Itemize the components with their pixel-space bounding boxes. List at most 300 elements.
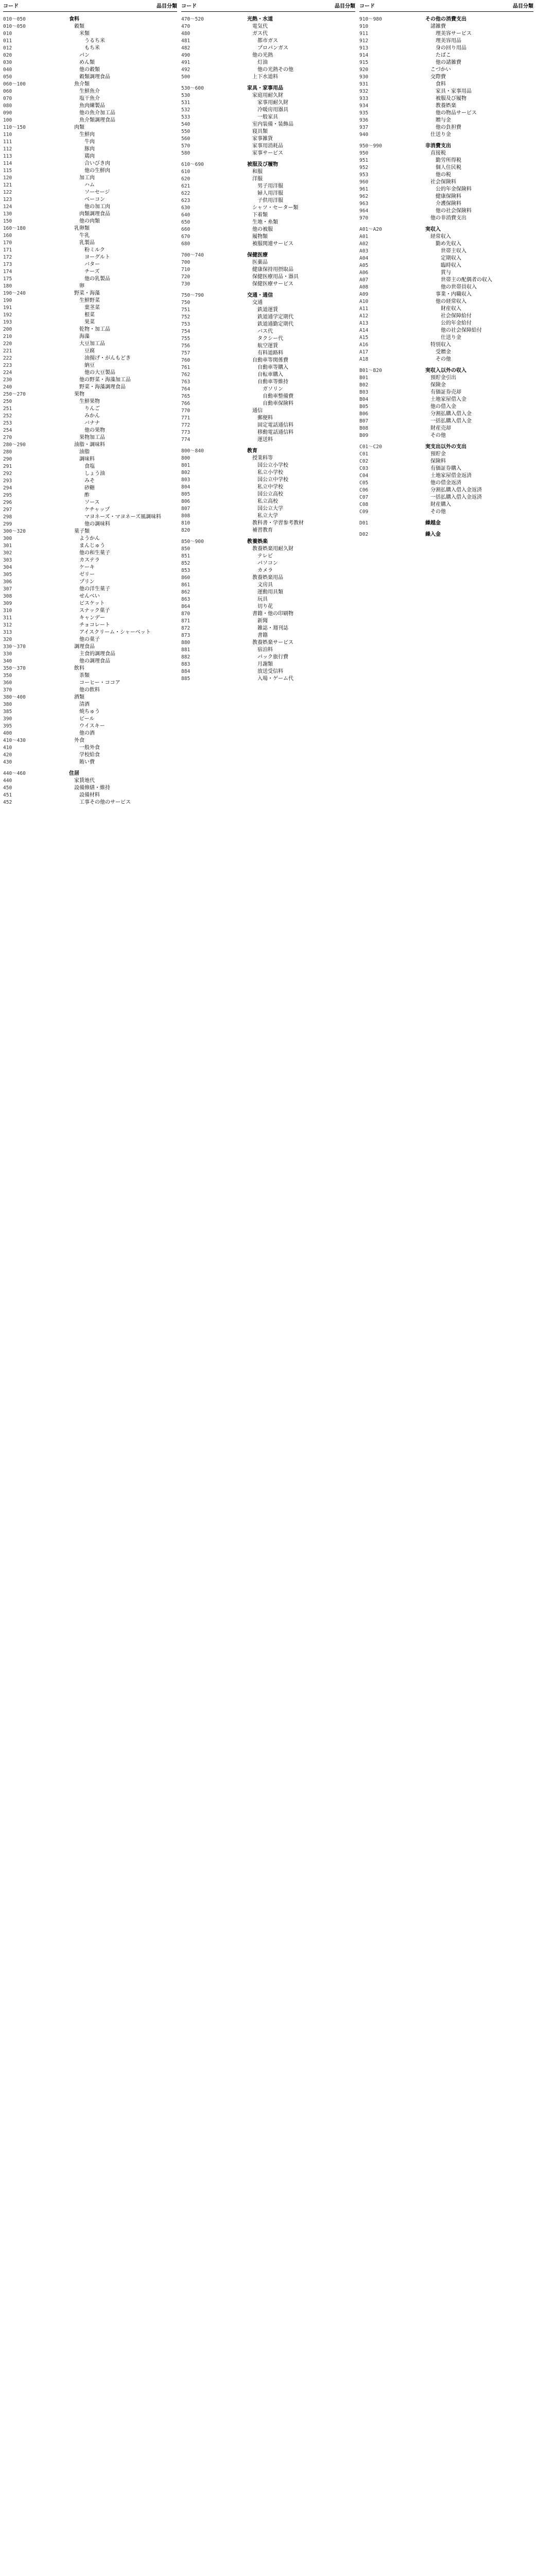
- entry-code: 060: [3, 89, 12, 94]
- entry-code: 804: [181, 484, 190, 490]
- entry-code: 251: [3, 406, 12, 412]
- classification-entry: [359, 342, 533, 349]
- entry-code: A05: [359, 263, 369, 268]
- entry-code: 192: [3, 312, 12, 318]
- entry-name: パソコン: [257, 561, 278, 566]
- entry-name: チョコレート: [79, 622, 110, 628]
- entry-code: 294: [3, 485, 12, 491]
- entry-name: 健康保険料: [436, 194, 461, 199]
- entry-code: 650: [181, 219, 190, 225]
- entry-code: 872: [181, 625, 190, 631]
- classification-entry: [359, 284, 533, 291]
- entry-code: C01: [359, 451, 369, 457]
- classification-entry: [3, 95, 177, 103]
- entry-code: 115: [3, 168, 12, 174]
- entry-code: 112: [3, 146, 12, 152]
- classification-entry: [3, 716, 177, 723]
- entry-name: 野菜・海藻調理食品: [79, 384, 126, 390]
- entry-name: 特別収入: [430, 342, 451, 348]
- entry-name: 有価証券購入: [430, 466, 461, 471]
- entry-name: せんべい: [79, 594, 100, 599]
- classification-entry: [181, 553, 355, 560]
- entry-name: 身の回り用品: [436, 45, 466, 51]
- classification-entry: [181, 589, 355, 596]
- entry-name: 家事用消耗品: [252, 143, 283, 149]
- entry-name: 国公立大学: [257, 506, 283, 512]
- entry-code: 410: [3, 745, 12, 751]
- classification-entry: [3, 586, 177, 593]
- entry-name: ビスケット: [79, 601, 105, 606]
- entry-name: 有価証券売却: [430, 389, 461, 395]
- classification-entry: [181, 596, 355, 603]
- entry-code: 440: [3, 778, 12, 784]
- entry-code: 932: [359, 89, 369, 94]
- entry-list: [3, 16, 177, 806]
- classification-entry: [181, 408, 355, 415]
- classification-entry: [3, 579, 177, 586]
- classification-entry: [3, 312, 177, 319]
- entry-code: 180: [3, 283, 12, 289]
- entry-name: 教養娯楽サービス: [252, 640, 293, 646]
- classification-entry: [181, 66, 355, 74]
- entry-name: 文房具: [257, 582, 273, 588]
- entry-code: 253: [3, 420, 12, 426]
- classification-entry: [359, 233, 533, 241]
- classification-entry: [181, 259, 355, 266]
- entry-code: 250～270: [3, 392, 26, 397]
- entry-code: 050: [3, 74, 12, 80]
- entry-code: 060～100: [3, 81, 26, 87]
- entry-name: 生地・糸類: [252, 219, 278, 225]
- entry-name: 仕送り金: [441, 335, 461, 341]
- entry-code: A03: [359, 248, 369, 254]
- entry-code: 773: [181, 430, 190, 435]
- classification-entry: [181, 45, 355, 52]
- entry-name: 他の飲料: [79, 687, 100, 693]
- entry-code: B08: [359, 426, 369, 431]
- entry-code: 820: [181, 528, 190, 533]
- entry-code: 851: [181, 553, 190, 559]
- classification-entry: [181, 161, 355, 168]
- entry-name: ようかん: [79, 536, 100, 541]
- entry-name: 油揚げ・がんもどき: [84, 355, 131, 361]
- entry-name: 家具・家事用品: [436, 89, 472, 94]
- classification-entry: [3, 405, 177, 413]
- classification-entry: [3, 38, 177, 45]
- entry-name: 医薬品: [252, 260, 268, 265]
- entry-code: 295: [3, 493, 12, 498]
- entry-name: 他の税: [436, 172, 451, 178]
- classification-entry: [181, 233, 355, 241]
- classification-entry: [359, 269, 533, 277]
- entry-name: 合いびき肉: [84, 161, 110, 166]
- entry-name: ベーコン: [84, 197, 105, 202]
- entry-name: 他の借入金: [430, 404, 456, 410]
- entry-code: 870: [181, 611, 190, 617]
- classification-entry: [359, 425, 533, 432]
- entry-name: 食料: [436, 81, 446, 87]
- entry-name: 事業・内職収入: [436, 292, 472, 297]
- classification-entry: [3, 680, 177, 687]
- entry-name: 家事用耐久財: [257, 100, 288, 106]
- classification-entry: [181, 462, 355, 469]
- classification-entry: [359, 74, 533, 81]
- entry-code: 772: [181, 422, 190, 428]
- entry-code: 881: [181, 647, 190, 653]
- classification-entry: [3, 752, 177, 759]
- entry-code: 299: [3, 521, 12, 527]
- entry-name: 和服: [252, 169, 263, 175]
- entry-code: 330～370: [3, 644, 26, 650]
- entry-code: A13: [359, 320, 369, 326]
- classification-entry: [3, 225, 177, 232]
- entry-code: 010: [3, 31, 12, 37]
- entry-code: 750～790: [181, 293, 204, 298]
- entry-code: A09: [359, 292, 369, 297]
- entry-name: 教科書・学習参考教材: [252, 520, 304, 526]
- classification-entry: [3, 456, 177, 463]
- entry-code: 270: [3, 435, 12, 440]
- entry-code: 800: [181, 455, 190, 461]
- entry-code: 113: [3, 154, 12, 159]
- entry-name: パン: [79, 53, 90, 58]
- entry-code: 800～840: [181, 448, 204, 454]
- classification-entry: [3, 204, 177, 211]
- entry-code: 150: [3, 218, 12, 224]
- entry-code: 810: [181, 520, 190, 526]
- entry-code: 172: [3, 255, 12, 260]
- entry-name: 交際費: [430, 74, 446, 80]
- entry-name: 実支出以外の支出: [425, 444, 466, 450]
- classification-entry: [181, 632, 355, 639]
- entry-name: 他の諸雑費: [436, 60, 461, 65]
- entry-name: 設備修繕・維持: [74, 785, 110, 791]
- classification-entry: [3, 384, 177, 391]
- entry-name: 保健医療用品・器具: [252, 274, 299, 280]
- classification-entry: [181, 611, 355, 618]
- entry-name: 切り花: [257, 604, 273, 609]
- classification-entry: [181, 219, 355, 226]
- entry-name: 公的年金保険料: [436, 187, 472, 192]
- classification-entry: [3, 124, 177, 131]
- entry-code: 010～050: [3, 16, 26, 22]
- entry-name: 勤め先収入: [436, 241, 461, 247]
- entry-code: 580: [181, 150, 190, 156]
- classification-entry: [3, 297, 177, 304]
- entry-name: 預貯金引出: [430, 375, 456, 381]
- entry-code: B02: [359, 382, 369, 388]
- classification-entry: [3, 658, 177, 665]
- entry-name: 家具・家事用品: [247, 86, 283, 91]
- classification-entry: [181, 371, 355, 379]
- entry-name: 果菜: [84, 319, 95, 325]
- entry-code: 480: [181, 31, 190, 37]
- classification-entry: [3, 442, 177, 449]
- entry-name: 教養娯楽: [436, 103, 456, 109]
- entry-name: バナナ: [84, 420, 100, 426]
- entry-name: 他の調理食品: [79, 658, 110, 664]
- classification-entry: [3, 110, 177, 117]
- code-header: コード: [359, 4, 375, 9]
- entry-code: 850: [181, 546, 190, 552]
- entry-name: ガソリン: [263, 386, 283, 392]
- entry-code: 308: [3, 594, 12, 599]
- classification-entry: [3, 694, 177, 701]
- entry-code: 252: [3, 413, 12, 419]
- entry-code: 302: [3, 550, 12, 556]
- entry-name: 土地家屋借入金: [430, 397, 466, 402]
- entry-code: 937: [359, 125, 369, 130]
- entry-name: 公的年金給付: [441, 320, 472, 326]
- classification-entry: [3, 708, 177, 716]
- entry-name: 教養娯楽: [247, 539, 268, 545]
- entry-name: 他の魚介加工品: [79, 110, 115, 116]
- classification-entry: [181, 491, 355, 498]
- classification-entry: [181, 335, 355, 343]
- entry-name: 他の肉類: [79, 218, 100, 224]
- entry-code: 915: [359, 60, 369, 65]
- entry-name: 他の酒: [79, 731, 95, 736]
- column-header: [359, 3, 533, 12]
- entry-name: 保健医療: [247, 252, 268, 258]
- classification-entry: [3, 777, 177, 785]
- entry-code: 500: [181, 74, 190, 80]
- entry-code: 766: [181, 401, 190, 406]
- entry-code: 100: [3, 117, 12, 123]
- classification-entry: [3, 103, 177, 110]
- entry-name: 私立高校: [257, 499, 278, 504]
- name-header: 品目分類: [335, 4, 355, 9]
- entry-name: 賄い費: [79, 759, 95, 765]
- entry-code: 914: [359, 53, 369, 58]
- classification-entry: [181, 307, 355, 314]
- entry-code: 320: [3, 637, 12, 642]
- entry-code: 962: [359, 194, 369, 199]
- classification-entry: [3, 369, 177, 377]
- entry-code: 291: [3, 464, 12, 469]
- entry-code: A14: [359, 328, 369, 333]
- classification-entry: [359, 520, 533, 527]
- classification-entry: [181, 74, 355, 81]
- entry-code: 114: [3, 161, 12, 166]
- classification-entry: [359, 131, 533, 139]
- classification-entry: [359, 298, 533, 306]
- classification-entry: [359, 52, 533, 59]
- entry-code: 621: [181, 183, 190, 189]
- classification-entry: [3, 550, 177, 557]
- entry-code: 306: [3, 579, 12, 585]
- entry-code: C07: [359, 495, 369, 500]
- classification-entry: [359, 291, 533, 298]
- classification-entry: [3, 276, 177, 283]
- entry-code: 470～520: [181, 16, 204, 22]
- classification-entry: [359, 95, 533, 103]
- entry-code: 090: [3, 110, 12, 116]
- entry-code: 481: [181, 38, 190, 44]
- entry-name: 酒類: [74, 694, 84, 700]
- entry-name: ソーセージ: [84, 190, 110, 195]
- entry-name: 教育: [247, 448, 257, 454]
- entry-code: 757: [181, 350, 190, 356]
- entry-code: 395: [3, 723, 12, 729]
- entry-code: 910: [359, 24, 369, 29]
- classification-entry: [181, 654, 355, 661]
- classification-entry: [3, 792, 177, 799]
- entry-name: 下着類: [252, 212, 268, 218]
- entry-name: シャツ・セーター類: [252, 205, 299, 211]
- entry-name: 光熱・水道: [247, 16, 273, 22]
- classification-entry: [181, 321, 355, 328]
- entry-name: 冷暖房用器具: [257, 107, 288, 113]
- column-left: [3, 3, 177, 806]
- entry-code: 080: [3, 103, 12, 109]
- entry-name: 郵便料: [257, 415, 273, 421]
- entry-name: 書籍: [257, 633, 268, 638]
- entry-code: 210: [3, 334, 12, 340]
- classification-entry: [359, 215, 533, 222]
- entry-name: 交通・通信: [247, 293, 273, 298]
- entry-name: 住居: [69, 771, 79, 776]
- code-header: コード: [3, 4, 19, 9]
- classification-entry: [181, 538, 355, 546]
- entry-code: B03: [359, 389, 369, 395]
- entry-name: 粉ミルク: [84, 247, 105, 253]
- entry-code: A11: [359, 306, 369, 312]
- entry-code: 774: [181, 437, 190, 443]
- classification-entry: [3, 593, 177, 600]
- classification-entry: [359, 320, 533, 327]
- classification-entry: [359, 451, 533, 458]
- entry-name: 魚介類調理食品: [79, 117, 115, 123]
- classification-entry: [359, 531, 533, 538]
- classification-entry: [3, 499, 177, 506]
- classification-entry: [359, 509, 533, 516]
- entry-name: 調理食品: [74, 644, 95, 650]
- entry-name: 他の社会保険料: [436, 208, 472, 214]
- entry-name: 自動車等購入: [257, 365, 288, 370]
- entry-code: B05: [359, 404, 369, 410]
- entry-name: 他の負担費: [436, 125, 461, 130]
- entry-code: 806: [181, 499, 190, 504]
- classification-entry: [3, 535, 177, 543]
- classification-entry: [3, 398, 177, 405]
- classification-entry: [181, 274, 355, 281]
- entry-code: 764: [181, 386, 190, 392]
- entry-name: 教養娯楽用品: [252, 575, 283, 581]
- classification-entry: [181, 422, 355, 429]
- classification-entry: [3, 571, 177, 579]
- entry-name: 工事その他のサービス: [79, 800, 131, 805]
- classification-entry: [181, 168, 355, 176]
- entry-code: 882: [181, 654, 190, 660]
- entry-code: 623: [181, 198, 190, 204]
- entry-code: 171: [3, 247, 12, 253]
- classification-entry: [181, 675, 355, 683]
- entry-code: 933: [359, 96, 369, 101]
- entry-code: 763: [181, 379, 190, 385]
- entry-code: 934: [359, 103, 369, 109]
- entry-name: 油脂・調味料: [74, 442, 105, 448]
- classification-entry: [3, 492, 177, 499]
- entry-code: 860: [181, 575, 190, 581]
- entry-name: キャンデー: [79, 615, 105, 621]
- entry-name: 灯油: [257, 60, 268, 65]
- entry-name: 乳製品: [79, 240, 95, 246]
- entry-code: 803: [181, 477, 190, 483]
- classification-entry: [181, 128, 355, 135]
- entry-code: 660: [181, 227, 190, 232]
- classification-entry: [181, 343, 355, 350]
- classification-entry: [181, 436, 355, 444]
- entry-code: 761: [181, 365, 190, 370]
- classification-entry: [181, 400, 355, 408]
- classification-entry: [3, 506, 177, 514]
- classification-entry: [3, 153, 177, 160]
- classification-entry: [359, 367, 533, 375]
- classification-entry: [3, 420, 177, 427]
- entry-code: 755: [181, 336, 190, 342]
- classification-entry: [181, 546, 355, 553]
- entry-name: 食塩: [84, 464, 95, 469]
- classification-entry: [359, 124, 533, 131]
- entry-name: 航空運賃: [257, 343, 278, 349]
- entry-name: 他の生鮮肉: [84, 168, 110, 174]
- entry-name: 保険金: [430, 382, 446, 388]
- classification-entry: [359, 103, 533, 110]
- entry-code: 532: [181, 107, 190, 113]
- entry-code: 540: [181, 122, 190, 127]
- entry-name: 新聞: [257, 618, 268, 624]
- entry-code: 175: [3, 276, 12, 282]
- classification-entry: [359, 334, 533, 342]
- entry-name: 私立中学校: [257, 484, 283, 490]
- classification-entry: [3, 355, 177, 362]
- entry-name: 授業料等: [252, 455, 273, 461]
- entry-name: 他の菓子: [79, 637, 100, 642]
- entry-name: 運送料: [257, 437, 273, 443]
- entry-name: 穀類調理食品: [79, 74, 110, 80]
- entry-code: 385: [3, 709, 12, 715]
- entry-code: 280: [3, 449, 12, 455]
- classification-entry: [181, 143, 355, 150]
- column-header: [3, 3, 177, 12]
- entry-code: 122: [3, 190, 12, 195]
- entry-name: 預貯金: [430, 451, 446, 457]
- entry-name: 運動用具類: [257, 589, 283, 595]
- classification-entry: [359, 110, 533, 117]
- classification-entry: [3, 615, 177, 622]
- entry-name: 被服及び履物: [436, 96, 466, 101]
- entry-name: 肉類調理食品: [79, 211, 110, 217]
- entry-code: 771: [181, 415, 190, 421]
- entry-code: 762: [181, 372, 190, 378]
- entry-code: 410～430: [3, 738, 26, 743]
- entry-code: 491: [181, 60, 190, 65]
- entry-code: 610: [181, 169, 190, 175]
- entry-name: 臨時収入: [441, 263, 461, 268]
- entry-code: 680: [181, 241, 190, 247]
- entry-code: A15: [359, 335, 369, 341]
- entry-name: 雑誌・週刊誌: [257, 625, 288, 631]
- entry-name: 健康保持用摂取品: [252, 267, 293, 273]
- entry-code: 190～240: [3, 291, 26, 296]
- entry-code: 380: [3, 702, 12, 707]
- entry-code: 931: [359, 81, 369, 87]
- classification-entry: [3, 687, 177, 694]
- entry-code: 020: [3, 53, 12, 58]
- entry-name: 実収入以外の収入: [425, 368, 466, 374]
- entry-name: その他: [430, 509, 446, 515]
